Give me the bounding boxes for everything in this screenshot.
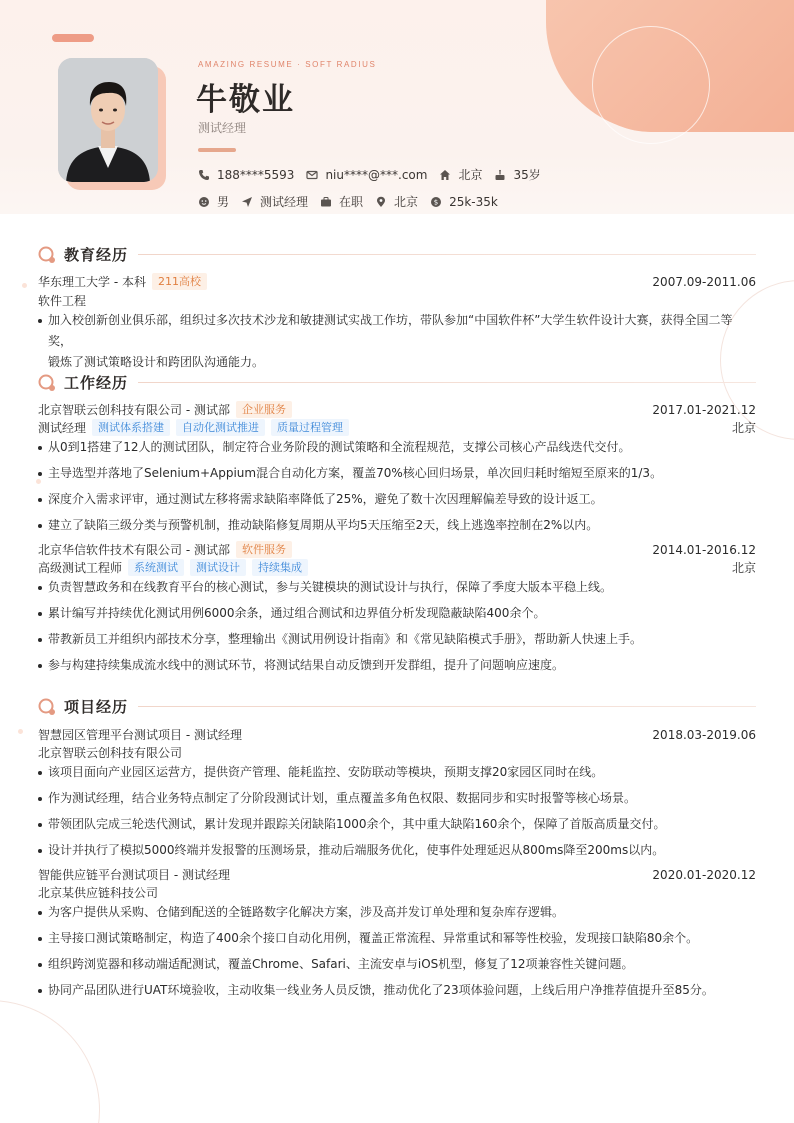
section-divider — [138, 254, 756, 255]
project-bullet: 为客户提供从采购、仓储到配送的全链路数字化解决方案，涉及高并发订单处理和复杂库存逻辑。 — [38, 902, 756, 923]
work-city: 北京 — [731, 421, 756, 435]
work-section-header — [38, 372, 756, 393]
profile-salary — [430, 195, 498, 209]
role-underline — [198, 148, 236, 152]
cake-icon — [494, 169, 506, 181]
work-position-row — [38, 419, 756, 436]
age-text: 35岁 — [513, 168, 541, 182]
skill-tag: 持续集成 — [252, 559, 308, 576]
work-city: 北京 — [731, 561, 756, 575]
avatar — [58, 58, 158, 182]
work-period: 2014.01-2016.12 — [652, 542, 756, 557]
profile-location — [375, 193, 418, 210]
work-entry-header — [38, 541, 756, 558]
work-bullet: 参与构建持续集成流水线中的测试环节，将测试结果自动反馈到开发群组，提升了问题响应速度。 — [38, 655, 756, 676]
status-text: 在职 — [339, 195, 364, 209]
deco-dot — [22, 283, 27, 288]
profile-status — [320, 193, 363, 210]
industry-tag: 软件服务 — [236, 541, 292, 558]
project-bullet: 该项目面向产业园区运营方，提供资产管理、能耗监控、安防联动等模块，预期支撑20家园区同时在线。 — [38, 762, 756, 783]
candidate-role: 测试经理 — [198, 121, 247, 135]
project-company-row — [38, 884, 756, 901]
work-bullet: 建立了缺陷三级分类与预警机制，推动缺陷修复周期从平均5天压缩至2天，线上逃逸率控制在2%以内。 — [38, 515, 756, 536]
skill-tag: 系统测试 — [128, 559, 184, 576]
resume-tagline: AMAZING RESUME · SOFT RADIUS — [198, 60, 377, 69]
work-bullet: 累计编写并持续优化测试用例6000余条，通过组合测试和边界值分析发现隐蔽缺陷400余个。 — [38, 603, 756, 624]
email-text: niu****@***.com — [325, 167, 428, 182]
work-title: 工作经历 — [64, 374, 129, 392]
location-text: 北京 — [394, 195, 419, 209]
salary-icon — [430, 196, 442, 208]
work-bullet: 负责智慧政务和在线教育平台的核心测试，参与关键模块的测试设计与执行，保障了季度大版本平稳上线。 — [38, 577, 756, 598]
send-icon — [241, 196, 253, 208]
contact-row — [198, 166, 553, 183]
work-bullet: 带教新员工并组织内部技术分享，整理输出《测试用例设计指南》和《常见缺陷模式手册》，帮助新人快速上手。 — [38, 629, 756, 650]
project-bullet: 作为测试经理，结合业务特点制定了分阶段测试计划，重点覆盖多角色权限、数据同步和实时报警等核心场景。 — [38, 788, 756, 809]
industry-tag: 企业服务 — [236, 401, 292, 418]
project-bullet: 协同产品团队进行UAT环境验收，主动收集一线业务人员反馈，推动优化了23项体验问题，上线后用户净推荐值提升至85分。 — [38, 980, 756, 1001]
location-icon — [375, 196, 387, 208]
svg-text:$: $ — [433, 197, 439, 206]
avatar-photo — [58, 58, 158, 182]
contact-age — [494, 166, 540, 183]
school-tag: 211高校 — [152, 273, 207, 290]
profile-target-role — [241, 193, 308, 210]
search-icon — [38, 246, 56, 264]
project-company-row — [38, 744, 756, 761]
education-period: 2007.09-2011.06 — [652, 274, 756, 289]
education-bullet — [38, 310, 756, 373]
project-period: 2018.03-2019.06 — [652, 727, 756, 742]
search-icon — [38, 698, 56, 716]
work-bullet: 从0到1搭建了12人的测试团队，制定符合业务阶段的测试策略和全流程规范，支撑公司核心产品线迭代交付。 — [38, 437, 756, 458]
search-icon — [38, 374, 56, 392]
skill-tag: 测试体系搭建 — [92, 419, 170, 436]
briefcase-icon — [320, 196, 332, 208]
education-section-header — [38, 244, 756, 265]
header-accent-bar — [52, 34, 94, 42]
projects-section-header — [38, 696, 756, 717]
profile-gender — [198, 193, 229, 210]
gender-text: 男 — [217, 195, 230, 209]
project-bullet: 主导接口测试策略制定，构造了400余个接口自动化用例，覆盖正常流程、异常重试和幂等性校验，发现接口缺陷80余个。 — [38, 928, 756, 949]
header-ring — [592, 26, 710, 144]
contact-home — [439, 166, 482, 183]
project-entry-header — [38, 866, 756, 883]
work-entry-header — [38, 401, 756, 418]
projects-title: 项目经历 — [64, 698, 129, 716]
contact-phone[interactable] — [198, 168, 294, 182]
education-major-row — [38, 292, 756, 309]
salary-text: 25k-35k — [449, 194, 498, 209]
work-position-row — [38, 559, 756, 576]
home-icon — [439, 169, 451, 181]
work-bullet: 主导选型并落地了Selenium+Appium混合自动化方案，覆盖70%核心回归场景，单次回归耗时缩短至原来的1/3。 — [38, 463, 756, 484]
education-entry-header — [38, 273, 756, 290]
skill-tag: 测试设计 — [190, 559, 246, 576]
profile-row — [198, 193, 510, 210]
phone-icon — [198, 169, 210, 181]
school-name: 华东理工大学 - 本科 — [38, 275, 146, 289]
gender-icon — [198, 196, 210, 208]
project-bullet: 设计并执行了模拟5000终端并发报警的压测场景，推动后端服务优化，使事件处理延迟从800ms降至200ms以内。 — [38, 840, 756, 861]
mail-icon — [306, 169, 318, 181]
position-name: 高级测试工程师 — [38, 561, 123, 575]
project-bullet: 带领团队完成三轮迭代测试，累计发现并跟踪关闭缺陷1000余个，其中重大缺陷160余个，保障了首版高质量交付。 — [38, 814, 756, 835]
education-title: 教育经历 — [64, 246, 129, 264]
education-bullet-text: 加入校创新创业俱乐部，组织过多次技术沙龙和敏捷测试实战工作坊，带队参加“中国软件杯”大学生软件设计大赛，获得全国二等奖， — [48, 313, 733, 348]
education-major: 软件工程 — [38, 294, 87, 308]
company-name: 北京智联云创科技有限公司 - 测试部 — [38, 403, 230, 417]
candidate-name: 牛敬业 — [196, 82, 295, 118]
section-divider — [138, 382, 756, 383]
deco-ring-left — [0, 1000, 100, 1123]
project-period: 2020.01-2020.12 — [652, 867, 756, 882]
project-name: 智能供应链平台测试项目 - 测试经理 — [38, 868, 230, 882]
section-divider — [138, 706, 756, 707]
project-company: 北京某供应链科技公司 — [38, 886, 159, 900]
contact-email[interactable] — [306, 168, 427, 182]
work-bullet: 深度介入需求评审，通过测试左移将需求缺陷率降低了25%，避免了数十次因理解偏差导致的设计返工。 — [38, 489, 756, 510]
project-entry-header — [38, 726, 756, 743]
project-name: 智慧园区管理平台测试项目 - 测试经理 — [38, 728, 242, 742]
skill-tag: 自动化测试推进 — [176, 419, 265, 436]
work-period: 2017.01-2021.12 — [652, 402, 756, 417]
skill-tag: 质量过程管理 — [271, 419, 349, 436]
deco-dot — [18, 729, 23, 734]
position-name: 测试经理 — [38, 421, 87, 435]
target-role-text: 测试经理 — [260, 195, 309, 209]
phone-text: 188****5593 — [217, 167, 295, 182]
home-text: 北京 — [458, 168, 483, 182]
project-bullet: 组织跨浏览器和移动端适配测试，覆盖Chrome、Safari、主流安卓与iOS机型，修复了12项兼容性关键问题。 — [38, 954, 756, 975]
education-bullet-text-cont: 锻炼了测试策略设计和跨团队沟通能力。 — [48, 355, 265, 369]
project-company: 北京智联云创科技有限公司 — [38, 746, 183, 760]
company-name: 北京华信软件技术有限公司 - 测试部 — [38, 543, 230, 557]
